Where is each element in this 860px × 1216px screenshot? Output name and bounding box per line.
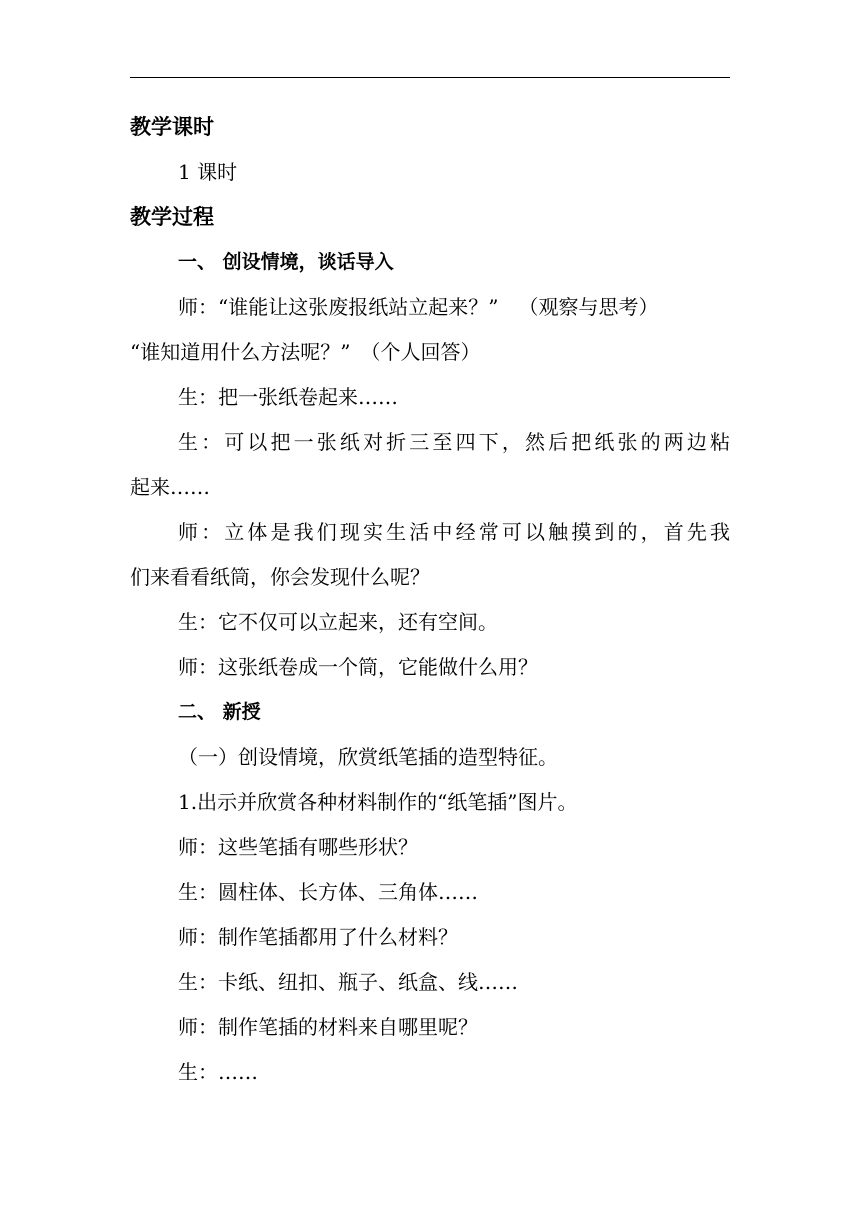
class-hours-value: 1 课时 bbox=[178, 160, 238, 184]
teacher-question-note: （观察与思考） bbox=[528, 295, 659, 319]
student-answer-3: 生：它不仅可以立起来，还有空间。 bbox=[178, 610, 498, 634]
student-answer-4: 生：圆柱体、长方体、三角体…… bbox=[178, 880, 478, 904]
student-answer-5: 生：卡纸、纽扣、瓶子、纸盒、线…… bbox=[178, 970, 518, 994]
teacher-question-text: 师：“谁能让这张废报纸站立起来？” bbox=[178, 295, 499, 319]
teacher-statement-line2: 们来看看纸筒，你会发现什么呢？ bbox=[130, 565, 430, 589]
teacher-question-4: 师：这些笔插有哪些形状？ bbox=[178, 835, 418, 859]
student-answer-2-line1: 生：可以把一张纸对折三至四下，然后把纸张的两边粘 bbox=[178, 430, 730, 454]
list-item-1: 1.出示并欣赏各种材料制作的“纸笔插”图片。 bbox=[178, 790, 578, 814]
section-title-teaching-process: 教学过程 bbox=[130, 205, 214, 229]
student-answer-1: 生：把一张纸卷起来…… bbox=[178, 385, 398, 409]
teacher-question-6: 师：制作笔插的材料来自哪里呢？ bbox=[178, 1015, 478, 1039]
paragraph-teacher-question-2 bbox=[130, 330, 730, 375]
header-rule bbox=[130, 77, 730, 78]
part-one-title: 一、 创设情境，谈话导入 bbox=[178, 251, 394, 273]
student-answer-2-line2: 起来…… bbox=[130, 475, 210, 499]
paragraph-teacher-question-1 bbox=[130, 285, 730, 330]
teacher-question-5: 师：制作笔插都用了什么材料？ bbox=[178, 925, 458, 949]
teacher-question-text-2: “谁知道用什么方法呢？” bbox=[130, 340, 351, 364]
subsection-one-title: （一）创设情境，欣赏纸笔插的造型特征。 bbox=[178, 745, 558, 769]
section-title-class-hours: 教学课时 bbox=[130, 115, 214, 139]
teacher-question-3: 师：这张纸卷成一个筒，它能做什么用？ bbox=[178, 655, 538, 679]
student-answer-6: 生：…… bbox=[178, 1060, 258, 1084]
teacher-question-note-2: （个人回答） bbox=[370, 340, 481, 364]
teacher-statement-line1: 师：立体是我们现实生活中经常可以触摸到的，首先我 bbox=[178, 520, 730, 544]
document-body bbox=[130, 105, 730, 1095]
part-two-title: 二、 新授 bbox=[178, 701, 261, 723]
